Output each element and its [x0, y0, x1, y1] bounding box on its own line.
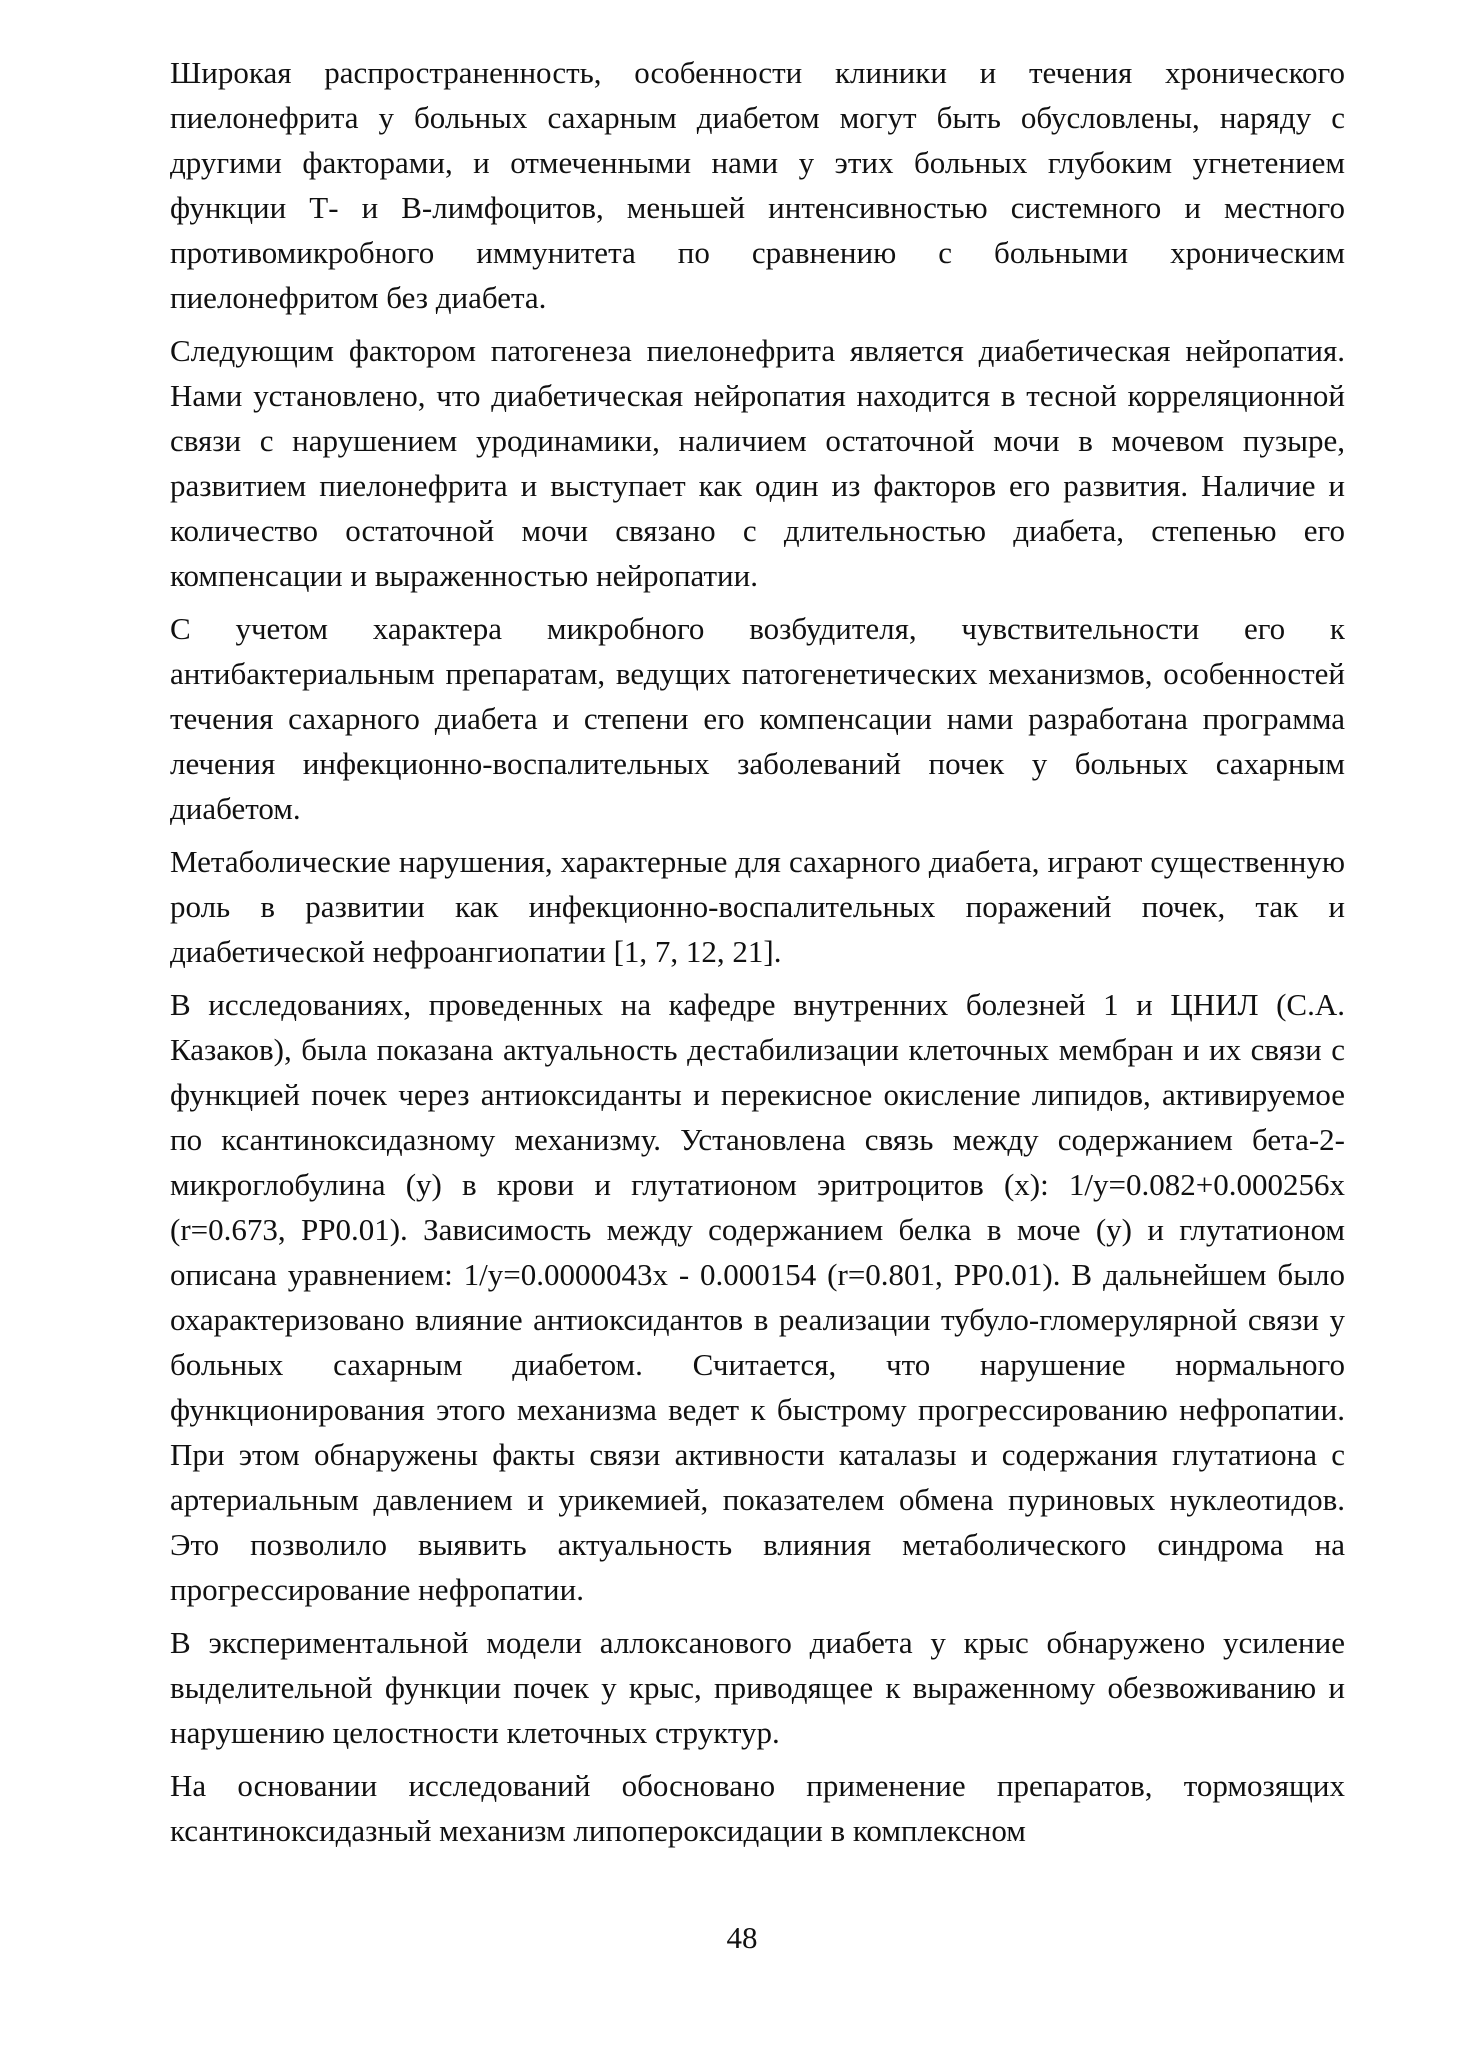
paragraph-5: В исследованиях, проведенных на кафедре внутренних болезней 1 и ЦНИЛ (С.А. Казаков), была показана актуальность дестабилизации клеточных мембран и их связи с функцией почек через антиоксиданты и перекисное окисление липидов, активируемое по ксантиноксидазному механизму. Установлена связь между содержанием бета-2-микроглобулина (у) в крови и глутатионом эритроцитов (х): 1/у=0.082+0.000256х (r=0.673, РР0.01). Зависимость между содержанием белка в моче (у) и глутатионом описана уравнением: 1/у=0.0000043х - 0.000154 (r=0.801, РР0.01). В дальнейшем было охарактеризовано влияние антиоксидантов в реализации тубуло-гломерулярной связи у больных сахарным диабетом. Считается, что нарушение нормального функционирования этого механизма ведет к быстрому прогрессированию нефропатии. При этом обнаружены факты связи активности каталазы и содержания глутатиона с артериальным давлением и урикемией, показателем обмена пуриновых нуклеотидов. Это позволило выявить актуальность влияния метаболического синдрома на прогрессирование нефропатии. [170, 987, 1345, 1607]
page-body [170, 50, 1345, 1861]
paragraph-1: Широкая распространенность, особенности клиники и течения хронического пиелонефрита у больных сахарным диабетом могут быть обусловлены, наряду с другими факторами, и отмеченными нами у этих больных глубоким угнетением функции Т- и В-лимфоцитов, меньшей интенсивностью системного и местного противомикробного иммунитета по сравнению с больными хроническим пиелонефритом без диабета. [170, 55, 1345, 315]
paragraph-3: С учетом характера микробного возбудителя, чувствительности его к антибактериальным препаратам, ведущих патогенетических механизмов, особенностей течения сахарного диабета и степени его компенсации нами разработана программа лечения инфекционно-воспалительных заболеваний почек у больных сахарным диабетом. [170, 611, 1345, 826]
page-number: 48 [726, 1920, 758, 1955]
paragraph-2: Следующим фактором патогенеза пиелонефрита является диабетическая нейропатия. Нами установлено, что диабетическая нейропатия находится в тесной корреляционной связи с нарушением уродинамики, наличием остаточной мочи в мочевом пузыре, развитием пиелонефрита и выступает как один из факторов его развития. Наличие и количество остаточной мочи связано с длительностью диабета, степенью его компенсации и выраженностью нейропатии. [170, 333, 1345, 593]
paragraph-4: Метаболические нарушения, характерные для сахарного диабета, играют существенную роль в развитии как инфекционно-воспалительных поражений почек, так и диабетической нефроангиопатии [1, 7, 12, 21]. [170, 844, 1345, 969]
paragraph-6: В экспериментальной модели аллоксанового диабета у крыс обнаружено усиление выделительной функции почек у крыс, приводящее к выраженному обезвоживанию и нарушению целостности клеточных структур. [170, 1625, 1345, 1750]
paragraph-7: На основании исследований обосновано применение препаратов, тормозящих ксантиноксидазный механизм липопероксидации в комплексном [170, 1768, 1345, 1848]
